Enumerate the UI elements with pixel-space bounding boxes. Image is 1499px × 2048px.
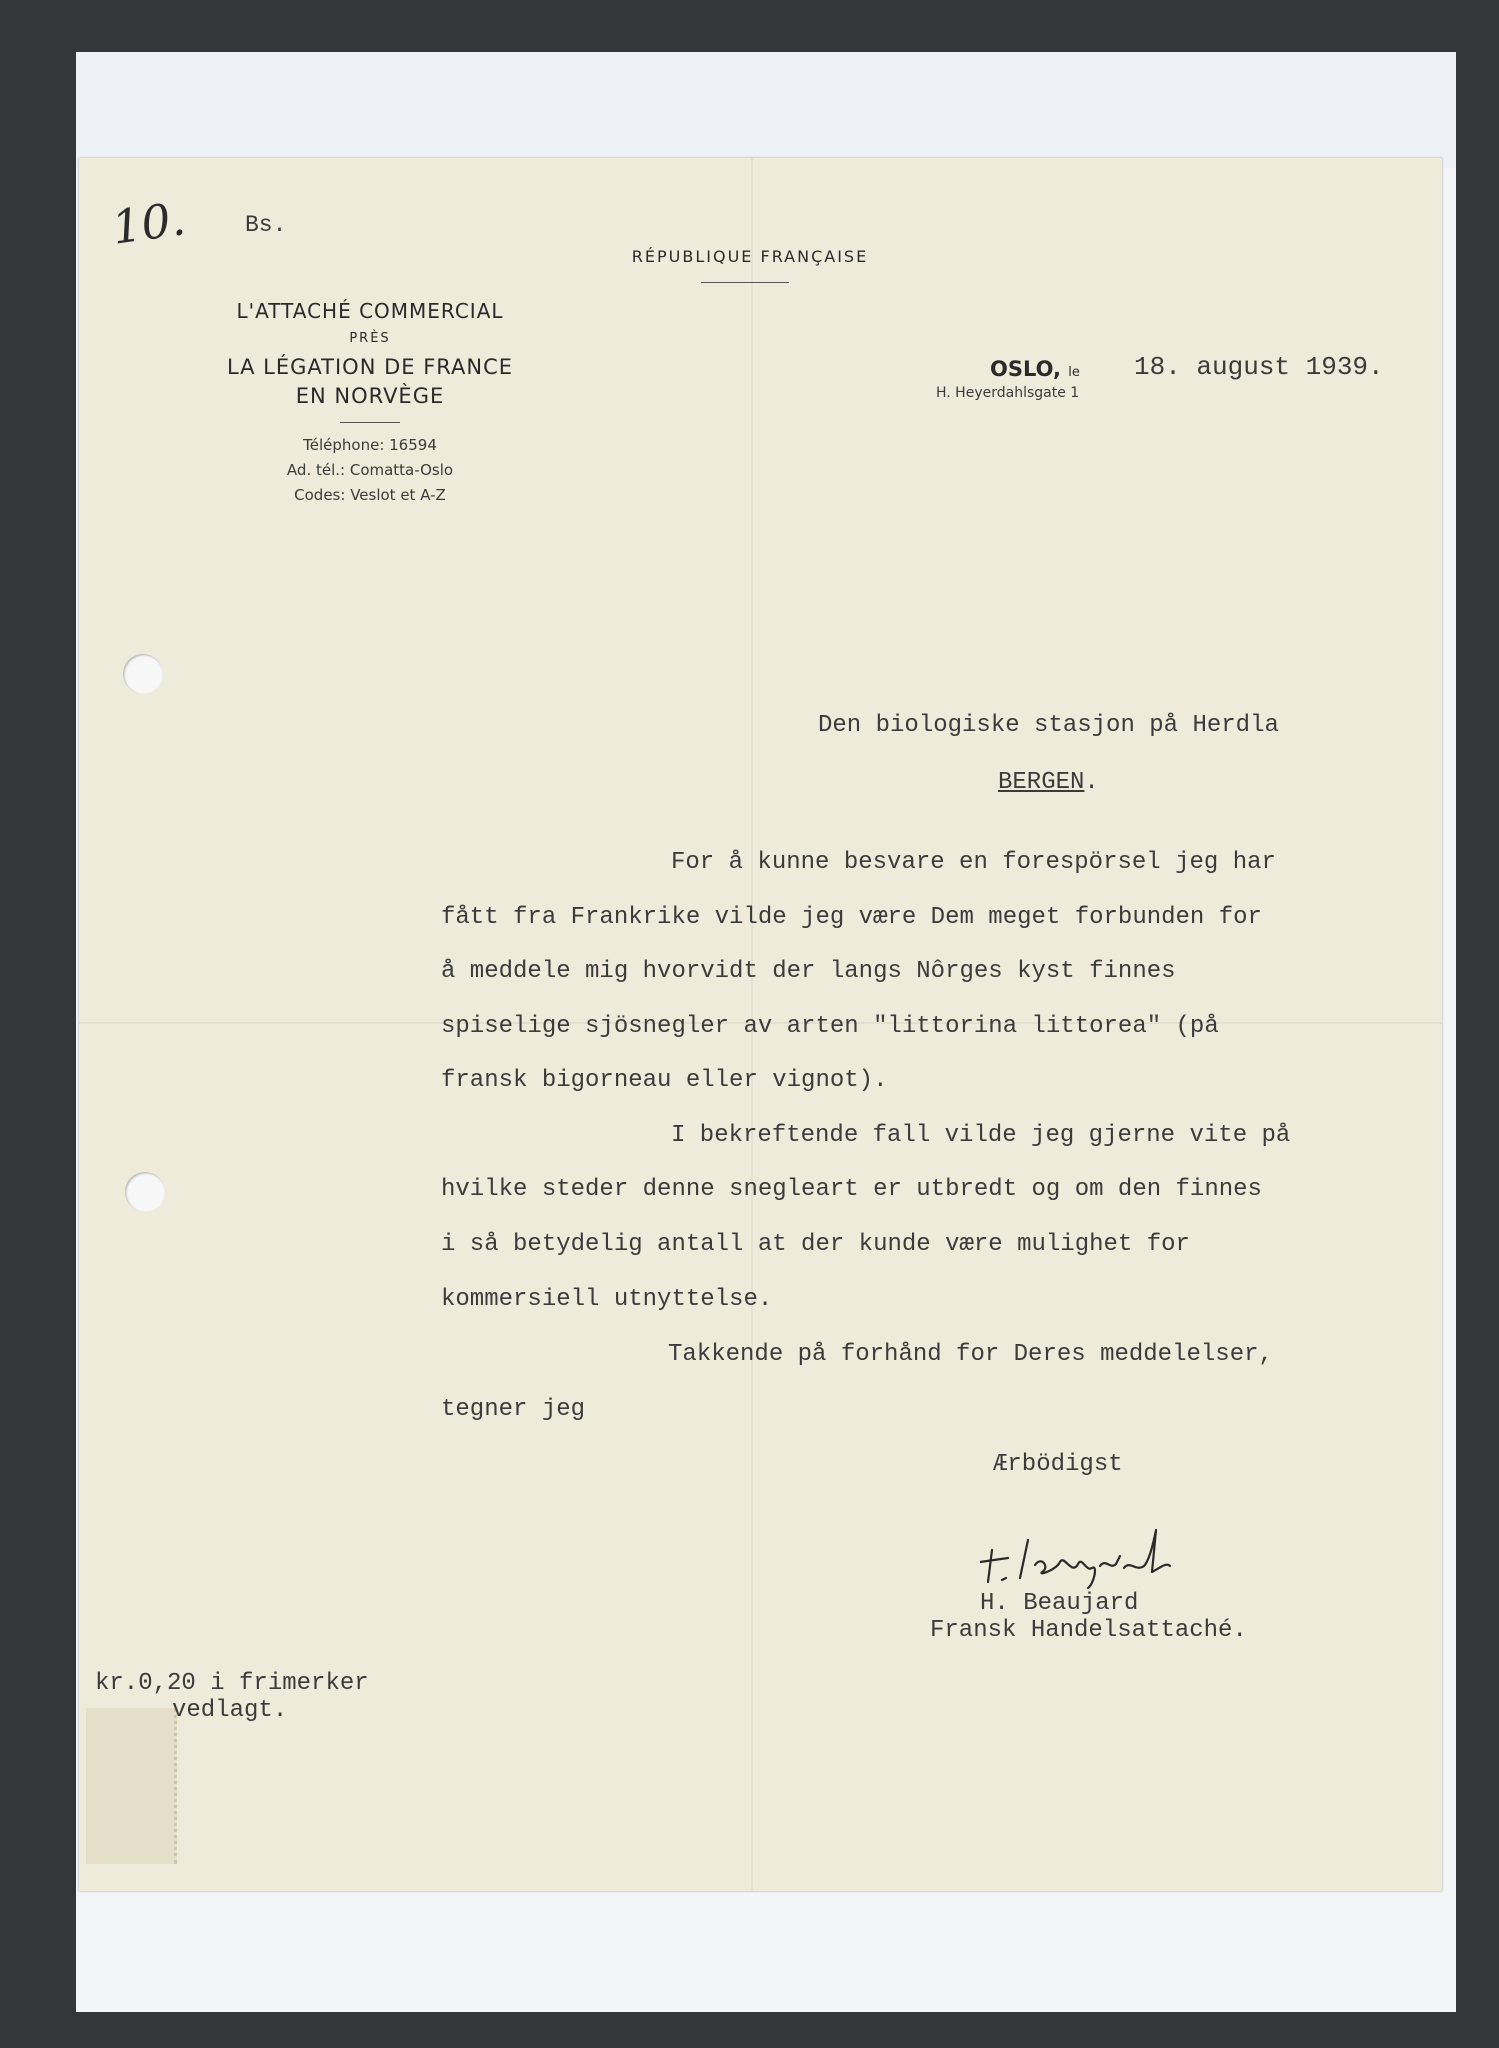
signatory-title: Fransk Handelsattaché. xyxy=(930,1617,1247,1644)
archive-number-handwritten: 10. xyxy=(108,191,189,255)
recipient-line-2 xyxy=(998,769,1099,796)
archive-backing-strip xyxy=(76,52,1456,168)
office-line-1: L'ATTACHÉ COMMERCIAL xyxy=(236,299,504,323)
body-line-9: kommersiell utnyttelse. xyxy=(441,1286,773,1313)
recipient-line-1: Den biologiske stasjon på Herdla xyxy=(818,712,1279,739)
body-line-4: spiselige sjösnegler av arten "littorina littorea" (på xyxy=(441,1013,1219,1040)
body-line-10: Takkende på forhånd for Deres meddelelser, xyxy=(668,1341,1273,1368)
body-line-7: hvilke steder denne snegleart er utbredt og om den finnes xyxy=(441,1176,1262,1203)
enclosure-line-2: vedlagt. xyxy=(172,1697,288,1724)
body-line-11: tegner jeg xyxy=(441,1396,586,1423)
punch-hole-lower xyxy=(125,1172,165,1212)
office-line-3: LA LÉGATION DE FRANCE xyxy=(226,355,514,379)
handwritten-signature xyxy=(980,1510,1200,1590)
street-address: H. Heyerdahlsgate 1 xyxy=(936,385,1080,401)
recipient-city: BERGEN xyxy=(998,769,1085,796)
office-line-2: PRÈS xyxy=(349,331,391,346)
codes: Codes: Veslot et A-Z xyxy=(294,486,446,504)
republic-heading: RÉPUBLIQUE FRANÇAISE xyxy=(631,247,869,266)
city: OSLO, xyxy=(990,357,1061,381)
body-line-2: fått fra Frankrike vilde jeg være Dem meget forbunden for xyxy=(441,904,1262,931)
office-line-4: EN NORVÈGE xyxy=(295,384,445,408)
body-line-8: i så betydelig antall at der kunde være mulighet for xyxy=(441,1231,1190,1258)
enclosure-line-1: kr.0,20 i frimerker xyxy=(95,1670,369,1697)
body-line-6: I bekreftende fall vilde jeg gjerne vite på xyxy=(671,1122,1291,1149)
telegraph-address: Ad. tél.: Comatta-Oslo xyxy=(286,461,454,479)
city-suffix: le xyxy=(1068,365,1080,380)
body-line-5: fransk bigorneau eller vignot). xyxy=(441,1067,888,1094)
body-line-3: å meddele mig hvorvidt der langs Nôrges kyst finnes xyxy=(441,958,1176,985)
signatory-name: H. Beaujard xyxy=(980,1590,1139,1617)
office-rule xyxy=(340,422,400,423)
telephone: Téléphone: 16594 xyxy=(303,436,437,454)
recipient-city-suffix: . xyxy=(1084,769,1099,796)
reference-mark: Bs. xyxy=(245,212,287,238)
closing: Ærbödigst xyxy=(993,1451,1123,1478)
letter-date: 18. august 1939. xyxy=(1134,352,1384,382)
signature-text: H. Beaujard xyxy=(1004,1576,1090,1590)
body-line-1: For å kunne besvare en forespörsel jeg har xyxy=(671,849,1276,876)
city-line xyxy=(990,357,1080,381)
punch-hole-upper xyxy=(123,654,163,694)
republic-rule xyxy=(701,282,789,283)
stamp-remnant xyxy=(86,1708,177,1864)
